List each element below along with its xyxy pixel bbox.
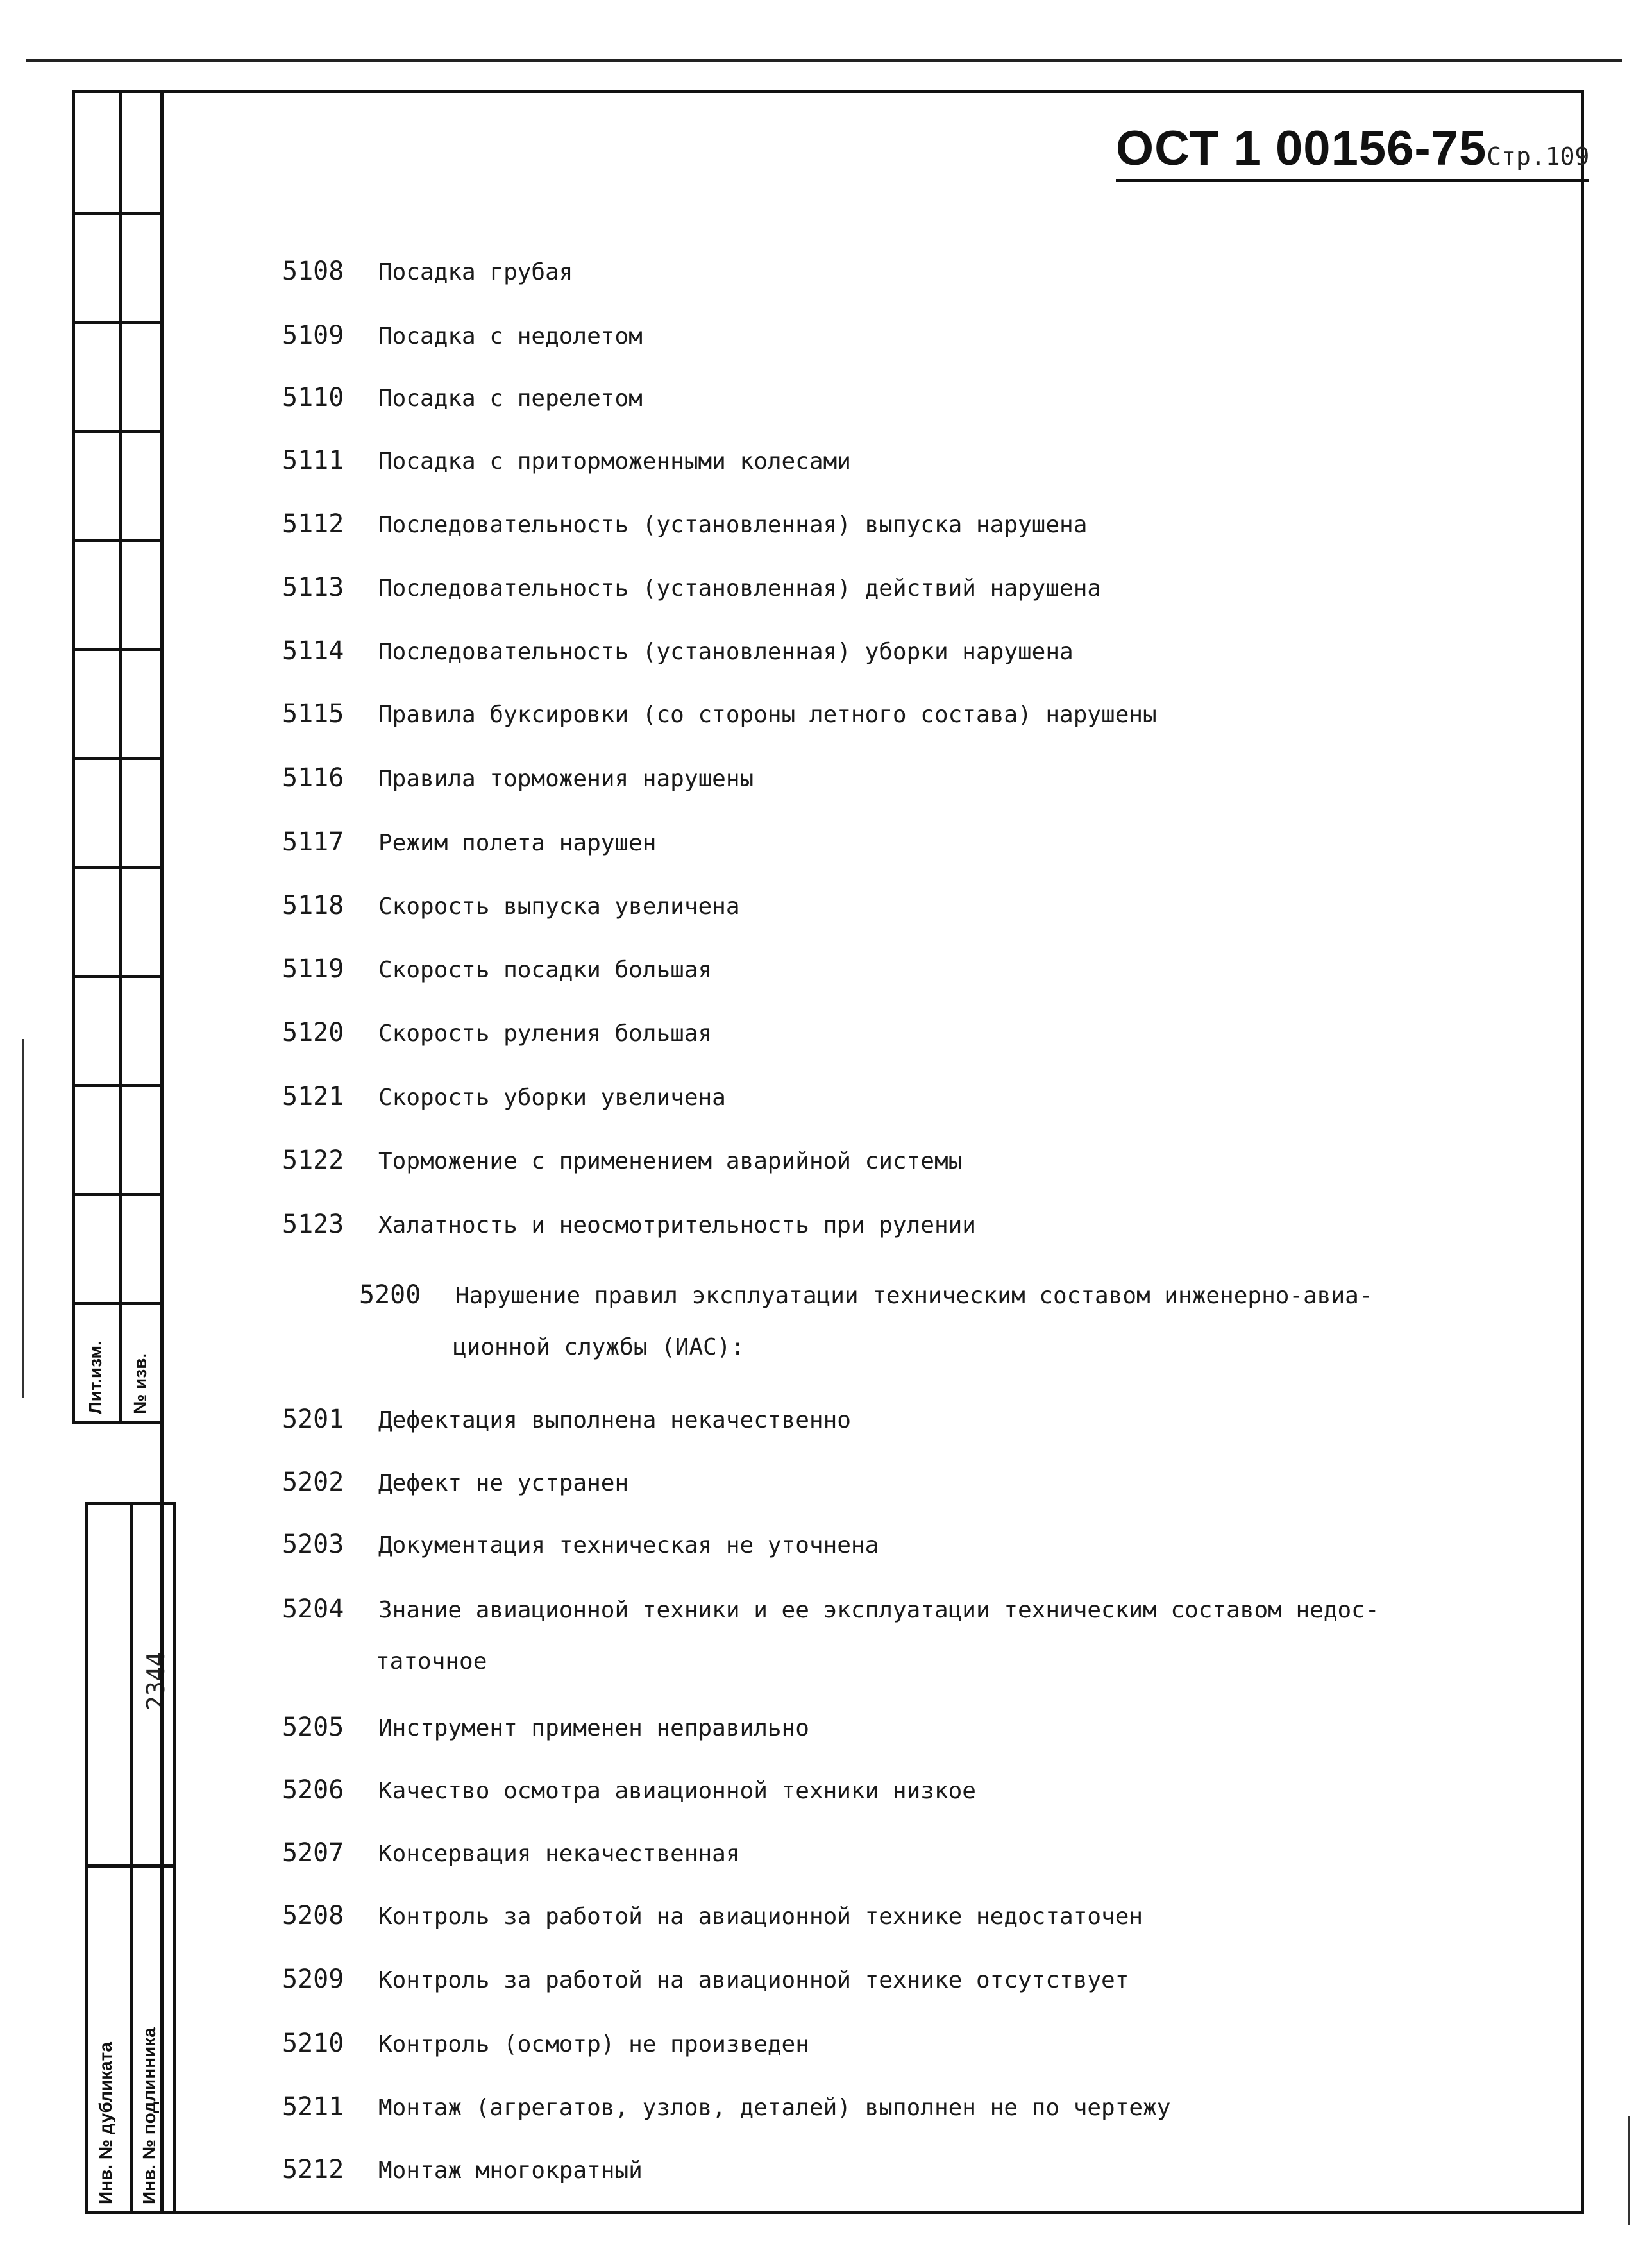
entry-code: 5205 bbox=[282, 1712, 344, 1742]
entry-row bbox=[282, 1530, 879, 1559]
inv-number: 2344 bbox=[142, 1651, 170, 1710]
entry-row bbox=[282, 1145, 962, 1175]
entry-text: Последовательность (установленная) выпуска нарушена bbox=[378, 512, 1088, 538]
entry-code: 5207 bbox=[282, 1838, 344, 1868]
lit-izm-label: Лит.изм. bbox=[85, 1340, 105, 1414]
entry-row bbox=[282, 1210, 976, 1239]
entry-text: Консервация некачественная bbox=[378, 1841, 740, 1867]
entry-row bbox=[282, 446, 851, 475]
top-rule bbox=[26, 59, 1622, 62]
entry-text: Скорость посадки большая bbox=[378, 957, 712, 983]
entry-code: 5201 bbox=[282, 1405, 344, 1434]
entry-row bbox=[282, 636, 1074, 666]
entry-code: 5118 bbox=[282, 891, 344, 920]
entry-text: Скорость выпуска увеличена bbox=[378, 893, 740, 920]
entry-text: Скорость уборки увеличена bbox=[378, 1085, 726, 1111]
entry-row bbox=[282, 1405, 851, 1434]
entry-row bbox=[282, 1018, 712, 1047]
entry-row bbox=[282, 1712, 809, 1742]
entry-row bbox=[282, 699, 1157, 729]
entry-code: 5109 bbox=[282, 321, 344, 350]
entry-row bbox=[282, 1082, 726, 1111]
entry-row bbox=[282, 2155, 643, 2184]
entry-code: 5121 bbox=[282, 1082, 344, 1111]
inv-no-podlinnika-label: Инв. № подлинника bbox=[139, 2027, 159, 2204]
entry-row bbox=[282, 891, 740, 920]
entry-code: 5209 bbox=[282, 1964, 344, 1994]
entry-code: 5119 bbox=[282, 954, 344, 984]
entry-code: 5114 bbox=[282, 636, 344, 666]
entry-row bbox=[282, 827, 656, 857]
entry-text: Халатность и неосмотрительность при рулении bbox=[378, 1212, 976, 1238]
side-stamp-upper bbox=[72, 90, 164, 1424]
entry-text: Монтаж многократный bbox=[378, 2158, 643, 2184]
entry-text: Дефектация выполнена некачественно bbox=[378, 1407, 851, 1433]
entry-text: Дефект не устранен bbox=[378, 1470, 629, 1496]
entry-code: 5112 bbox=[282, 509, 344, 539]
entry-text: Последовательность (установленная) уборки нарушена bbox=[378, 639, 1074, 665]
entry-text: Последовательность (установленная) действий нарушена bbox=[378, 575, 1102, 602]
entry-text: Знание авиационной техники и ее эксплуатации техническим составом недос- bbox=[378, 1597, 1379, 1623]
entry-text: Правила буксировки (со стороны летного состава) нарушены bbox=[378, 702, 1157, 728]
entry-text: Посадка грубая bbox=[378, 259, 573, 285]
entry-code: 5120 bbox=[282, 1018, 344, 1047]
entry-code: 5212 bbox=[282, 2155, 344, 2184]
entry-text: Монтаж (агрегатов, узлов, деталей) выполнен не по чертежу bbox=[378, 2095, 1171, 2121]
entry-row bbox=[282, 257, 573, 286]
entry-text: Режим полета нарушен bbox=[378, 830, 657, 856]
entry-code: 5113 bbox=[282, 573, 344, 602]
entry-code: 5115 bbox=[282, 699, 344, 729]
entry-text: Нарушение правил эксплуатации техническим составом инженерно-авиа- bbox=[455, 1283, 1373, 1309]
entry-row bbox=[282, 1775, 976, 1805]
entry-row bbox=[282, 509, 1087, 539]
entry-text: Посадка с приторможенными колесами bbox=[378, 448, 851, 475]
entry-row bbox=[282, 954, 712, 984]
entry-row bbox=[282, 383, 643, 412]
entry-row bbox=[359, 1280, 1372, 1310]
entry-code: 5204 bbox=[282, 1594, 344, 1624]
entry-text: Контроль за работой на авиационной технике отсутствует bbox=[378, 1967, 1129, 1993]
entry-code: 5202 bbox=[282, 1467, 344, 1497]
entry-text: Контроль за работой на авиационной технике недостаточен bbox=[378, 1904, 1143, 1930]
entry-row bbox=[282, 2092, 1170, 2122]
entry-code: 5203 bbox=[282, 1530, 344, 1559]
entry-row bbox=[282, 763, 754, 793]
entry-text: Правила торможения нарушены bbox=[378, 766, 754, 792]
entry-continuation: таточное bbox=[376, 1648, 487, 1675]
scan-mark-right bbox=[1628, 2116, 1630, 2225]
entry-row bbox=[282, 321, 643, 350]
entry-continuation: ционной службы (ИАС): bbox=[453, 1334, 745, 1360]
entry-code: 5111 bbox=[282, 446, 344, 475]
entry-code: 5110 bbox=[282, 383, 344, 412]
entry-code: 5211 bbox=[282, 2092, 344, 2122]
entry-row bbox=[282, 2029, 809, 2058]
page-header bbox=[1116, 121, 1589, 182]
entry-text: Документация техническая не уточнена bbox=[378, 1532, 879, 1558]
entry-code: 5208 bbox=[282, 1901, 344, 1930]
entry-code: 5116 bbox=[282, 763, 344, 793]
entry-text: Посадка с перелетом bbox=[378, 385, 643, 412]
entry-code: 5122 bbox=[282, 1145, 344, 1175]
entry-text: Инструмент применен неправильно bbox=[378, 1715, 809, 1741]
entry-text: Качество осмотра авиационной техники низкое bbox=[378, 1778, 976, 1804]
entry-row bbox=[282, 1594, 1379, 1624]
page-number: Стр.109 bbox=[1487, 142, 1590, 171]
entry-row bbox=[282, 1838, 740, 1868]
standard-number: ОСТ 1 00156-75 bbox=[1116, 121, 1487, 176]
entry-code: 5206 bbox=[282, 1775, 344, 1805]
entry-row bbox=[282, 1901, 1143, 1930]
entry-code: 5123 bbox=[282, 1210, 344, 1239]
entry-code: 5108 bbox=[282, 257, 344, 286]
entry-text: Торможение с применением аварийной системы bbox=[378, 1148, 963, 1174]
entry-text: Скорость руления большая bbox=[378, 1020, 712, 1047]
entry-row bbox=[282, 1467, 628, 1497]
entry-code: 5210 bbox=[282, 2029, 344, 2058]
entry-row bbox=[282, 573, 1101, 602]
entry-text: Контроль (осмотр) не произведен bbox=[378, 2031, 809, 2057]
no-izv-label: № изв. bbox=[130, 1353, 150, 1414]
entry-row bbox=[282, 1964, 1129, 1994]
entry-code: 5200 bbox=[359, 1280, 421, 1310]
entry-code: 5117 bbox=[282, 827, 344, 857]
entry-text: Посадка с недолетом bbox=[378, 323, 643, 350]
inv-no-dublikata-label: Инв. № дубликата bbox=[96, 2042, 115, 2204]
scan-mark-left bbox=[22, 1039, 24, 1398]
